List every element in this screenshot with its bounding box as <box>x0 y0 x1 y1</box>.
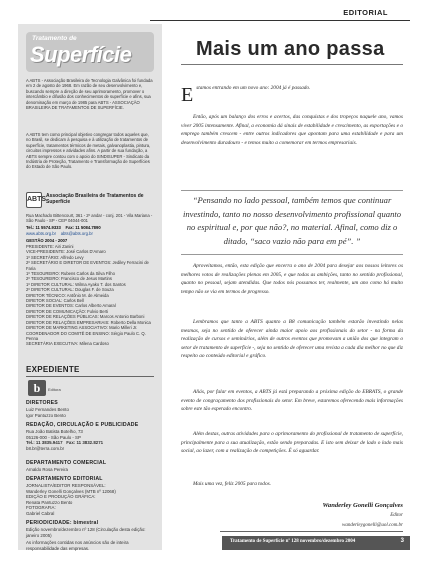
editorial-dept-item: EDIÇÃO E PRODUÇÃO GRÁFICA: <box>26 494 96 500</box>
abts-logo-row <box>26 192 154 214</box>
editorial-dept-item: FOTOGRAFIA: <box>26 505 56 511</box>
abts-web-row <box>26 231 154 236</box>
board-item: 2º DIRETOR CULTURAL: Douglas F. de Souza <box>26 287 114 293</box>
commercial-title: DEPARTAMENTO COMERCIAL <box>26 460 107 466</box>
paragraph-intro-text: stamos entrando em um novo ano: 2004 já é passado. <box>196 85 311 91</box>
board-list <box>26 244 154 347</box>
board-item: DIRETOR SOCIAL: Carlos Bell <box>26 298 84 304</box>
board-item: DIRETOR TÉCNICO: Antônio M. de Almeida <box>26 292 109 298</box>
office-phone: Tel.: 11 3835.9417 <box>26 440 63 446</box>
director-item: Igor Pantuzzo Bento <box>26 412 66 418</box>
abts-logo-icon: ABTS <box>26 192 42 208</box>
abts-site-link[interactable]: www.abts.org.br <box>26 231 57 236</box>
drop-cap: E <box>181 84 194 106</box>
editora-logo-text: Editora <box>48 387 61 392</box>
quote-rule-top <box>181 190 403 191</box>
board-item: DIRETOR DE RELAÇÕES EMPRESARIAIS: Roberto Della Monica <box>26 319 151 325</box>
expediente-rule <box>26 376 154 377</box>
author-role: Editor <box>390 513 403 518</box>
magazine-logo <box>26 32 154 72</box>
editorial-office-body <box>26 429 103 451</box>
office-address-line: 05126-000 - São Paulo - SP <box>26 434 81 440</box>
commercial-body <box>26 467 68 473</box>
abts-phone: Tel.: 11 5574.9333 <box>26 225 61 230</box>
office-contact-row <box>26 440 103 446</box>
about-abts-1: A ABTS - Associação Brasileira de Tecnologia Galvânica foi fundada em 2 de agosto de 1968. Em razão de seu desenvolvimento e, buscando sempre a direção de seu aprimoramento, promover o intercâmbio e difusão dos conhecimentos de superfície e afins, sua denominação em março de 1985 para ABTS - ASSOCIAÇÃO BRASILEIRA DE TRATAMENTOS DE SUPERFÍCIE. <box>26 78 153 111</box>
page-footer <box>222 536 410 550</box>
abts-contact-row <box>26 225 154 230</box>
editorial-dept-item: Wanderley Gonelli Gonçalves (MTB nº 12068) <box>26 488 116 494</box>
paragraph-6: Além destas, outras atividades para o aprimoramento do profissional de tratamento de superfície, principalmente para a sua atualização, estão sendo preparadas. E isto sem deixar de lado o lado mais social, ao lazer, com a realização de competições. É só aguardar. <box>181 431 403 455</box>
editora-logo-icon: b <box>28 380 46 396</box>
paragraph-intro <box>181 84 403 104</box>
abts-name: Associação Brasileira de Tratamentos de Superfície <box>46 193 144 205</box>
sidebar <box>18 24 162 550</box>
abts-email-link[interactable]: abts@abts.org.br <box>60 231 93 236</box>
directors-title: DIRETORES <box>26 400 58 406</box>
ads-disclaimer: As informações contidas nos anúncios são de inteira responsabilidade das empresas. <box>26 540 129 551</box>
expediente-title: EXPEDIENTE <box>26 365 80 374</box>
editorial-dept-item: JORNALISTA/EDITOR RESPONSÁVEL: <box>26 483 106 488</box>
board-item: VICE-PRESIDENTE: José Carlos D'Amaro <box>26 249 106 255</box>
board-item: 2º SECRETÁRIO E DIRETOR DE EVENTOS: Jediley Ferracini de Faria <box>26 260 149 271</box>
header-rule <box>150 20 410 21</box>
editorial-dept-body <box>26 483 116 517</box>
board-item: DIRETOR DE COMUNICAÇÃO: Fulvio Berti <box>26 308 109 314</box>
editorial-dept-title: DEPARTAMENTO EDITORIAL <box>26 476 103 482</box>
author-email-link[interactable]: wanderleygonelli@uol.com.br <box>342 523 403 528</box>
board-item: COORDENADOR DO COMITÊ DE ENSINO: Sérgio Paulo C. Q. Penna <box>26 330 146 341</box>
paragraph-7: Mais uma vez, feliz 2005 para todos. <box>193 481 271 487</box>
paragraph-4: Lembramos que tanto a ABTS quanto a B8 comunicação também estarão investindo nelas mesmas, seja no sentido de oferecer ainda maior apoio aos profissionais do setor - na forma da realização de cursos e seminários, além de outros eventos que promovam a união dos que integram o setor de tratamento de superfície -, seja no sentido de oferecer uma revista a cada dia melhor no que diz respeito ao conteúdo editorial e gráfico. <box>181 319 403 360</box>
pull-quote: “Pensando no lado pessoal, também temos que continuar investindo, tanto no nosso desenvolvimento profissional quanto no espiritual e, por que não?, no material. Afinal, como diz o ditado, “saco vazio não para em pé”. ” <box>182 195 402 246</box>
board-item: 1º SECRETÁRIO: Alfredo Levy <box>26 254 84 260</box>
editorial-dept-item: Renata Pantuzzo Bento <box>26 499 73 505</box>
office-address-line: Rua João Batista Botelho, 73 <box>26 429 83 434</box>
abts-address: Rua Machado Bittencourt, 361 - 2º andar - conj. 201 - Vila Mariana - São Paulo - SP - CEP 04044-001 <box>26 213 153 224</box>
board-item: DIRETOR DE MARKETING ASSOCIATIVO: Mario Milleri Jr. <box>26 325 138 331</box>
paragraph-5: Aliás, por falar em eventos, a ABTS já está preparando a próxima edição do EBRATS, o grande evento de congraçamento dos profissionais do setor. Em breve, estaremos oferecendo mais informações sobre este tão esperado encontro. <box>181 389 403 413</box>
board-item: 2º TESOUREIRO: Francisco de Jesus Martins <box>26 276 112 282</box>
commercial-item: Arnaldo Rosa Pereira <box>26 467 68 472</box>
office-email-link[interactable]: b8.br@terra.com.br <box>26 445 65 451</box>
paragraph-3: Aproveitamos, então, esta edição que encerra o ano de 2004 para desejar aos nossos leitores os melhores votos de realizações plenas em 2005, e que todas as ambições, tanto no sentido profissional, quanto no pessoal, sejam atendidas. Que todos nós possamos ter, realmente, um ano como há muito tempo não se via em termos de progresso. <box>181 263 403 295</box>
logo-small-text: Tratamento de <box>32 35 77 42</box>
editorial-dept-item: Gabriel Cabral <box>26 510 55 516</box>
board-item: SECRETÁRIA EXECUTIVA: Milena Cardoso <box>26 341 109 347</box>
board-title: GESTÃO 2004 - 2007 <box>26 238 68 243</box>
footer-publication: Tratamento de Superfície nº 128 novembro/dezembro 2004 <box>230 539 356 544</box>
director-item: Luiz Fernandes Bento <box>26 407 69 412</box>
abts-fax: Fax: 11 5084.7890 <box>65 225 101 230</box>
periodicity-body: Edição novembro/dezembro nº 128 (Circulação desta edição: janeiro 2005) <box>26 527 146 538</box>
signature-rule <box>220 531 403 532</box>
directors-list <box>26 407 69 418</box>
page-header <box>0 0 428 22</box>
board-item: DIRETOR DE RELAÇÕES PÚBLICAS: Marcos Antonio Barboni <box>26 314 145 320</box>
about-abts-2: A ABTS tem como principal objetivo congregar todos aqueles que, no Brasil, se dedicam à pesquisa e à utilização de tratamentos de superfície, tratamentos térmicos de metais, galvanoplastia, pintura, circuitos impressos e atividades afins. A partir de sua fundação, a ABTS sempre contou com o apoio do SINDISUPER - Sindicato da Indústria de Proteção, Tratamento e Transformação de Superfícies do Estado de São Paulo. <box>26 132 151 170</box>
page-number: 3 <box>400 538 404 544</box>
office-fax: Fax: 11 3832.8271 <box>66 440 104 446</box>
board-item: 1º DIRETOR CULTURAL: Wilma Ayako T. dos Santos <box>26 281 126 287</box>
logo-big-text: Superfície <box>30 42 132 67</box>
board-item: 1º TESOUREIRO: Rubens Carlos da Silva Filho <box>26 271 115 277</box>
author-signature: Wanderley Gonelli Gonçalves <box>322 502 403 509</box>
editorial-office-title: REDAÇÃO, CIRCULAÇÃO E PUBLICIDADE <box>26 422 139 428</box>
title-rule <box>181 64 403 65</box>
page-title: Mais um ano passa <box>196 38 385 60</box>
board-item: PRESIDENTE: Airi Zanini <box>26 244 74 249</box>
periodicity-title: PERIODICIDADE: bimestral <box>26 520 99 526</box>
board-item: DIRETOR DE EVENTOS: Carlos Alberto Amaral <box>26 303 116 309</box>
section-label: EDITORIAL <box>343 8 388 17</box>
quote-rule-bottom <box>181 254 403 255</box>
paragraph-2: Então, após um balanço dos erros e acertos, das conquistas e dos tropeços naquele ano, vamos viver 2005 intensamente. Afinal, a economia dá sinais de estabilidade e crescimento, as exportações e o emprego também crescem - entre outros indicadores que apontam para uma estabilidade e para um desenvolvimento duradouro - e temos muito a comemorar em termos empresariais. <box>181 114 403 146</box>
